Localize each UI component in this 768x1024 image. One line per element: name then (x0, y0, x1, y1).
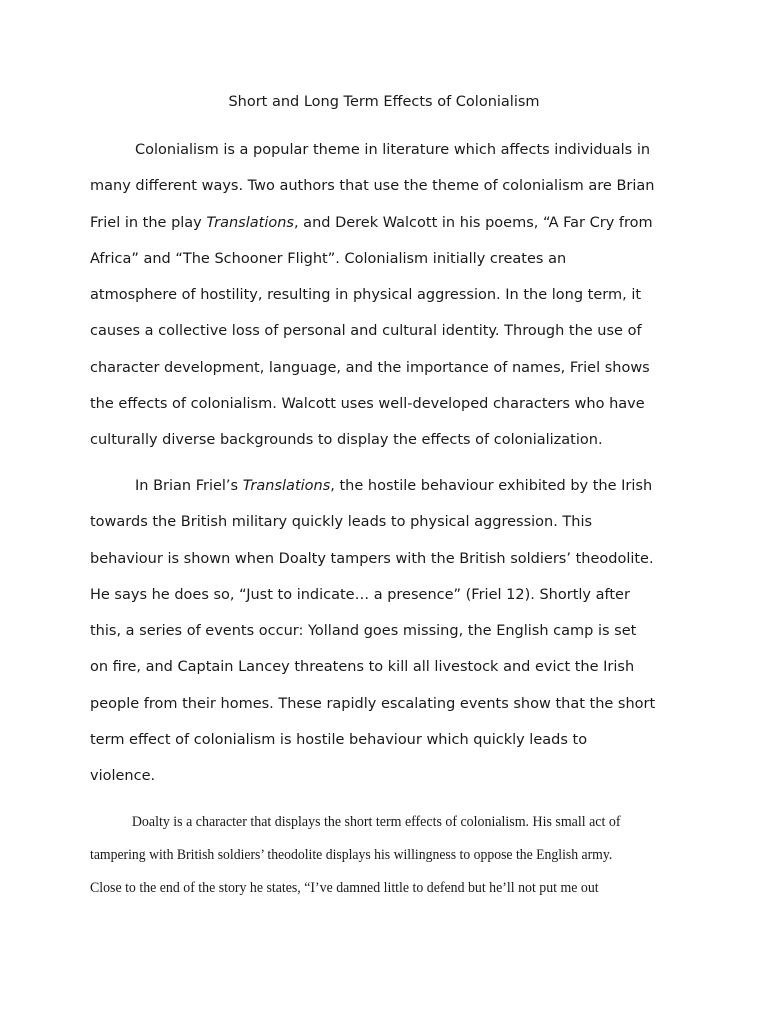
work-title-translations-2: Translations (242, 478, 331, 494)
paragraph-2-line-7: people from their homes. These rapidly escalating events show that the short (90, 695, 656, 712)
paragraph-3 (90, 812, 690, 911)
paragraph-1-line-3-end: , and Derek Walcott in his poems, “A Far Cry from (293, 214, 653, 231)
paragraph-3-line-1: Doalty is a character that displays the short term effects of colonialism. His small act of (131, 814, 621, 830)
paragraph-2-line-1 (90, 476, 690, 512)
paragraph-2 (90, 476, 690, 803)
paragraph-1 (90, 140, 690, 467)
paragraph-1-line-9: culturally diverse backgrounds to display the effects of colonialization. (90, 432, 603, 449)
paragraph-2-line-1-end: , the hostile behaviour exhibited by the Irish (330, 478, 653, 494)
paragraph-1-line-1: Colonialism is a popular theme in literature which affects individuals in (135, 142, 651, 158)
paragraph-2-line-6: on fire, and Captain Lancey threatens to kill all livestock and evict the Irish (90, 659, 635, 676)
paragraph-1-line-7: character development, language, and the importance of names, Friel shows (90, 359, 650, 376)
paragraph-1-line-2: many different ways. Two authors that use the theme of colonialism are Brian (90, 178, 655, 195)
paragraph-2-line-1-start: In Brian Friel’s (135, 478, 243, 494)
paragraph-2-line-9: violence. (90, 768, 156, 785)
paragraph-2-line-2: towards the British military quickly leads to physical aggression. This (90, 514, 593, 531)
paragraph-1-line-5: atmosphere of hostility, resulting in physical aggression. In the long term, it (90, 287, 642, 304)
paragraph-1-line-4: Africa” and “The Schooner Flight”. Colonialism initially creates an (90, 250, 567, 267)
paragraph-1-line-3-start: Friel in the play (90, 214, 207, 231)
paragraph-2-line-4: He says he does so, “Just to indicate… a presence” (Friel 12). Shortly after (90, 586, 630, 603)
paragraph-2-line-8: term effect of colonialism is hostile behaviour which quickly leads to (90, 732, 588, 749)
paragraph-1-line-8: the effects of colonialism. Walcott uses well-developed characters who have (90, 396, 645, 413)
paragraph-1-line-6: causes a collective loss of personal and cultural identity. Through the use of (90, 323, 642, 340)
document-title: Short and Long Term Effects of Colonialism (228, 94, 540, 110)
work-title-translations: Translations (206, 214, 294, 231)
paragraph-2-line-5: this, a series of events occur: Yolland goes missing, the English camp is set (90, 623, 637, 640)
paragraph-3-line-2: tampering with British soldiers’ theodolite displays his willingness to oppose the English army. (90, 847, 613, 863)
paragraph-1-line-3 (90, 213, 690, 249)
paragraph-2-line-3: behaviour is shown when Doalty tampers with the British soldiers’ theodolite. (90, 550, 654, 567)
paragraph-3-line-3: Close to the end of the story he states, “I’ve damned little to defend but he’ll not put me out (90, 880, 599, 896)
